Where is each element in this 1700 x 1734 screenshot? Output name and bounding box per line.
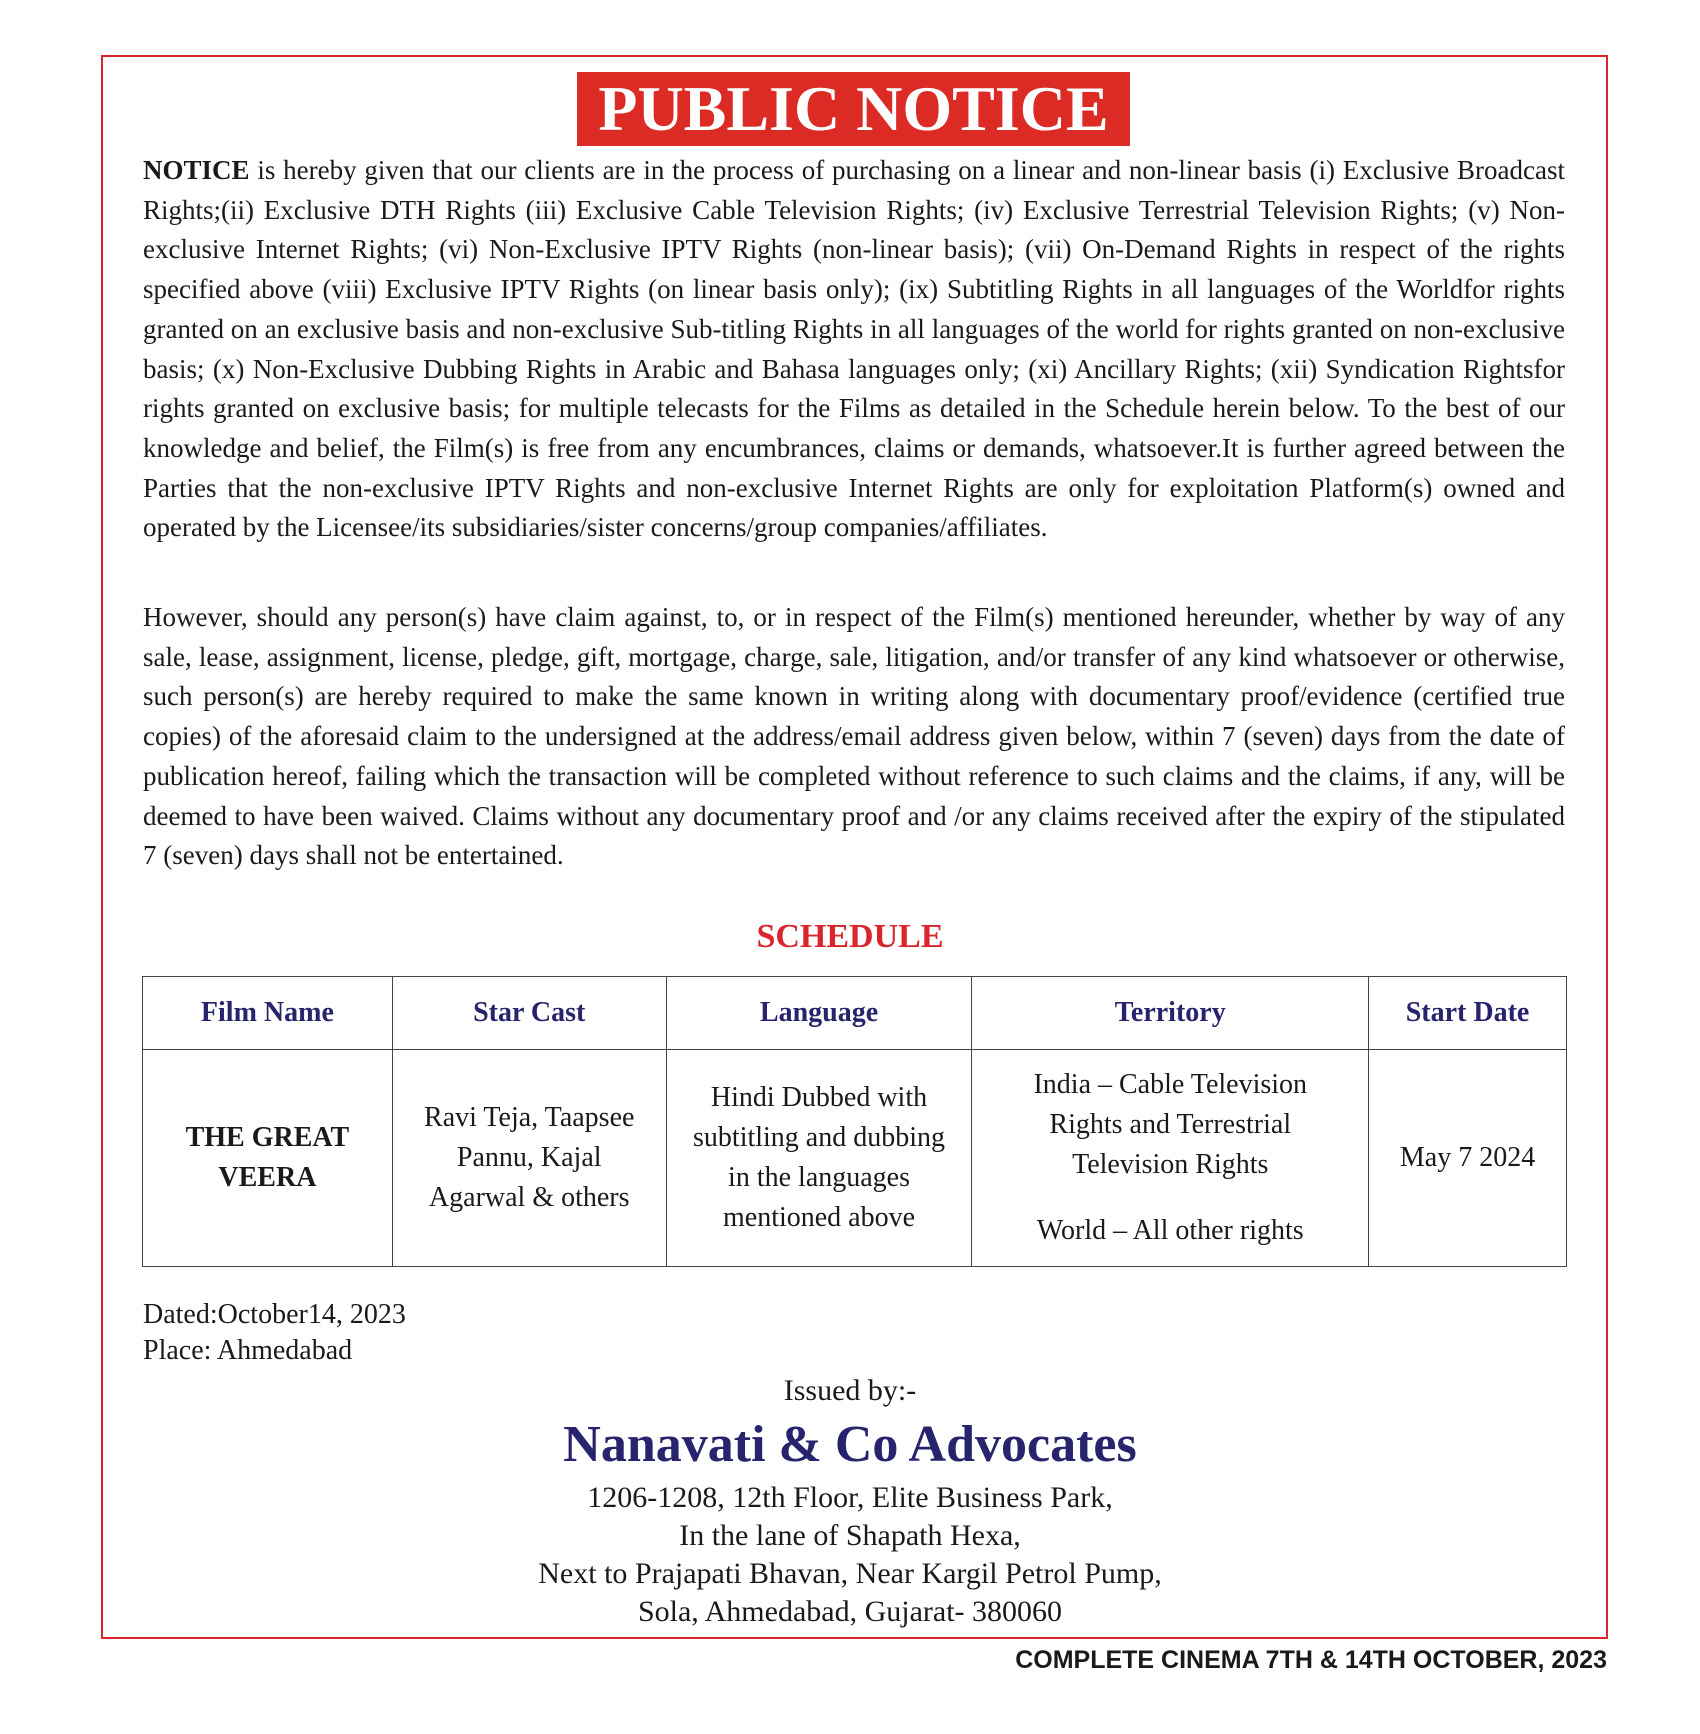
place-text: Place: Ahmedabad — [143, 1335, 353, 1366]
notice-paragraph-1 — [143, 151, 1565, 548]
film-name-line: VEERA — [218, 1162, 317, 1193]
table-row — [143, 1050, 1567, 1267]
schedule-header-row — [143, 977, 1567, 1050]
column-header-territory: Territory — [972, 977, 1369, 1050]
column-header-start-date: Start Date — [1369, 977, 1567, 1050]
column-header-film-name: Film Name — [143, 977, 393, 1050]
territory-line: Rights and Terrestrial — [1049, 1109, 1292, 1140]
column-header-star-cast: Star Cast — [392, 977, 666, 1050]
cell-language — [666, 1050, 972, 1267]
notice-lead-word: NOTICE — [143, 155, 250, 185]
notice-paragraph-2: However, should any person(s) have claim against, to, or in respect of the Film(s) mentioned hereunder, whether by way of any sale, lease, assignment, license, pledge, gift, mortgage, charge, sale, litigation, and/or transfer of any kind whatsoever or otherwise, such person(s) are hereby required to make the same known in writing along with documentary proof/evidence (certified true copies) of the aforesaid claim to the undersigned at the address/email address given below, within 7 (seven) days from the date of publication hereof, failing which the transaction will be completed without reference to such claims and the claims, if any, will be deemed to have been waived. Claims without any documentary proof and /or any claims received after the expiry of the stipulated 7 (seven) days shall not be entertained. — [143, 602, 1565, 871]
cell-star-cast — [392, 1050, 666, 1267]
publication-line: COMPLETE CINEMA 7TH & 14TH OCTOBER, 2023 — [1015, 1646, 1607, 1674]
star-cast-line: Pannu, Kajal — [456, 1142, 602, 1173]
address-line: Sola, Ahmedabad, Gujarat- 380060 — [637, 1595, 1063, 1628]
schedule-heading: SCHEDULE — [756, 918, 944, 955]
star-cast-line: Agarwal & others — [428, 1182, 630, 1213]
film-name-line: THE GREAT — [185, 1122, 350, 1153]
cell-territory — [972, 1050, 1369, 1267]
language-line: mentioned above — [722, 1202, 916, 1233]
cell-film-name — [143, 1050, 393, 1267]
notice-title: PUBLIC NOTICE — [577, 72, 1130, 146]
language-line: in the languages — [728, 1162, 910, 1193]
firm-name: Nanavati & Co Advocates — [563, 1416, 1137, 1473]
address-line: In the lane of Shapath Hexa, — [679, 1519, 1021, 1552]
address-line: Next to Prajapati Bhavan, Near Kargil Petrol Pump, — [538, 1557, 1162, 1590]
cell-start-date: May 7 2024 — [1369, 1050, 1567, 1267]
date-place-block — [143, 1297, 406, 1369]
issuer-block — [0, 1371, 1700, 1631]
territory-line: Television Rights — [1072, 1149, 1269, 1180]
schedule-table — [142, 976, 1567, 1267]
language-line: Hindi Dubbed with — [710, 1082, 928, 1113]
territory-line: World – All other rights — [1036, 1215, 1304, 1246]
language-line: subtitling and dubbing — [693, 1122, 946, 1153]
address-line: 1206-1208, 12th Floor, Elite Business Park, — [587, 1481, 1113, 1514]
territory-spacer — [982, 1185, 1358, 1211]
column-header-language: Language — [666, 977, 972, 1050]
notice-paragraph-1-text: is hereby given that our clients are in the process of purchasing on a linear and non-linear basis (i) Exclusive Broadcast Rights;(ii) Exclusive DTH Rights (iii) Exclusive Cable Television Rights; (iv) Exclusive Terrestrial Television Rights; (v) Non-exclusive Internet Rights; (vi) Non-Exclusive IPTV Rights (non-linear basis); (vii) On-Demand Rights in respect of the rights specified above (viii) Exclusive IPTV Rights (on linear basis only); (ix) Subtitling Rights in all languages of the Worldfor rights granted on an exclusive basis and non-exclusive Sub-titling Rights in all languages of the world for rights granted on non-exclusive basis; (x) Non-Exclusive Dubbing Rights in Arabic and Bahasa languages only; (xi) Ancillary Rights; (xii) Syndication Rightsfor rights granted on exclusive basis; for multiple telecasts for the Films as detailed in the Schedule herein below. To the best of our knowledge and belief, the Film(s) is free from any encumbrances, claims or demands, whatsoever.It is further agreed between the Parties that the non-exclusive IPTV Rights and non-exclusive Internet Rights are only for exploitation Platform(s) owned and operated by the Licensee/its subsidiaries/sister concerns/group companies/affiliates. — [143, 155, 1565, 543]
star-cast-line: Ravi Teja, Taapsee — [424, 1102, 635, 1133]
territory-line: India – Cable Television — [1033, 1069, 1308, 1100]
issued-by-label: Issued by:- — [783, 1374, 917, 1407]
dated-text: Dated:October14, 2023 — [143, 1299, 406, 1330]
